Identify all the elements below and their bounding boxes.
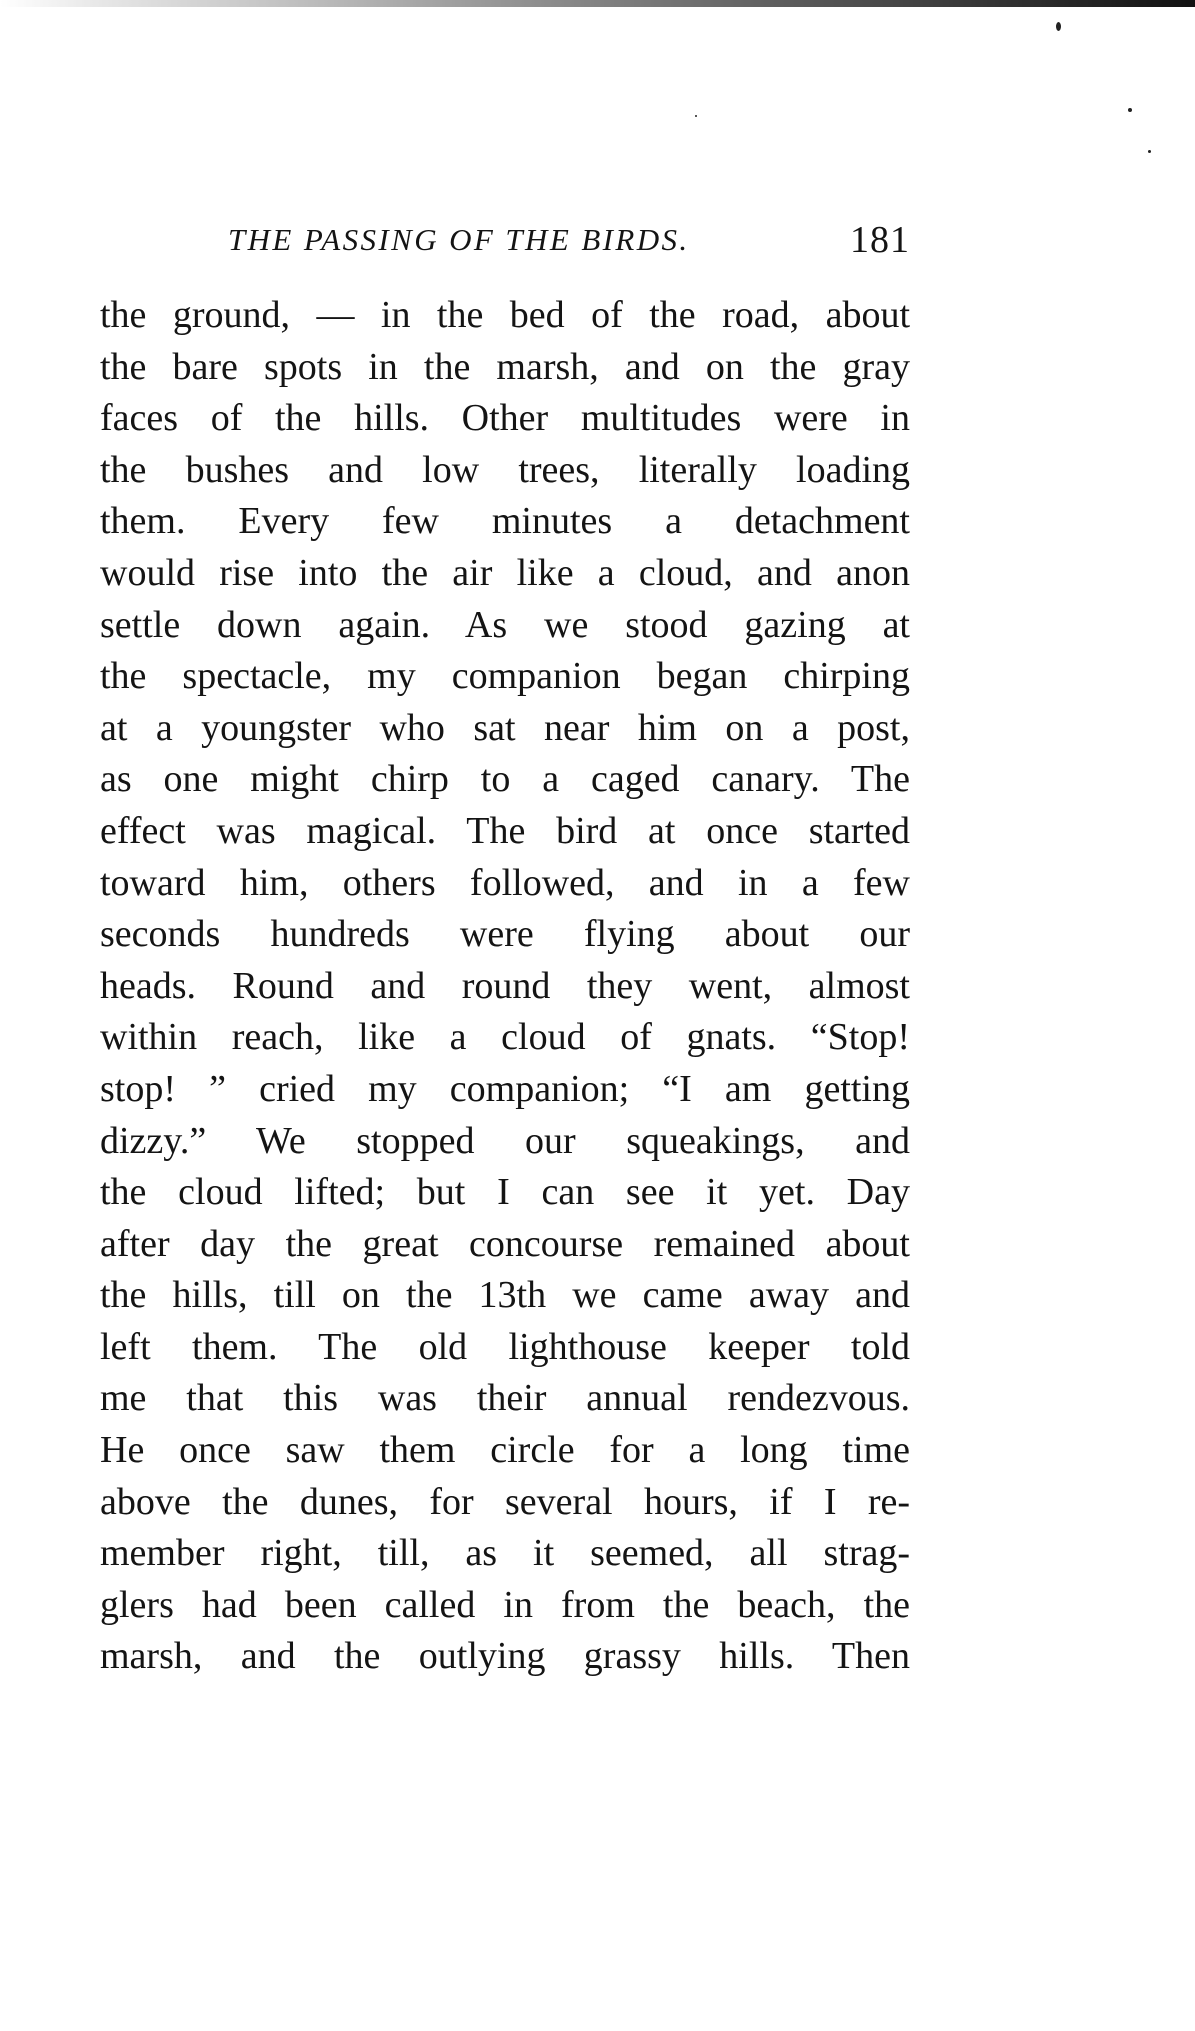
text-line: settle down again. As we stood gazing at (100, 603, 910, 646)
text-line: He once saw them circle for a long time (100, 1429, 910, 1472)
text-line: would rise into the air like a cloud, and anon (100, 551, 910, 594)
running-title: THE PASSING OF THE BIRDS. (228, 222, 690, 257)
scan-speck (695, 115, 697, 117)
text-line: toward him, others followed, and in a few (100, 861, 910, 904)
text-line: the spectacle, my companion began chirping (100, 655, 910, 698)
scan-top-edge (0, 0, 1195, 7)
scan-speck (1128, 108, 1132, 112)
text-line: them. Every few minutes a detachment (100, 500, 910, 543)
text-line: within reach, like a cloud of gnats. “Stop! (100, 1016, 910, 1059)
text-line: the bushes and low trees, literally loading (100, 448, 910, 491)
text-line: marsh, and the outlying grassy hills. Then (100, 1635, 910, 1678)
text-line: glers had been called in from the beach, the (100, 1583, 910, 1626)
text-line: at a youngster who sat near him on a post, (100, 706, 910, 749)
text-line: the ground, — in the bed of the road, about (100, 294, 910, 336)
text-line: left them. The old lighthouse keeper told (100, 1325, 910, 1368)
text-line: stop! ” cried my companion; “I am getting (100, 1067, 910, 1110)
text-line: the hills, till on the 13th we came away and (100, 1274, 910, 1317)
text-line: after day the great concourse remained about (100, 1222, 910, 1265)
page-number: 181 (850, 219, 910, 261)
text-line: seconds hundreds were flying about our (100, 913, 910, 956)
text-line: the bare spots in the marsh, and on the gray (100, 345, 910, 388)
text-line: heads. Round and round they went, almost (100, 964, 910, 1007)
body-text (100, 290, 910, 1683)
text-line: me that this was their annual rendezvous. (100, 1377, 910, 1420)
scan-speck (1056, 22, 1061, 31)
text-line: member right, till, as it seemed, all strag- (100, 1532, 910, 1575)
text-line: faces of the hills. Other multitudes were in (100, 397, 910, 440)
text-line: the cloud lifted; but I can see it yet. Day (100, 1171, 910, 1214)
running-head (100, 212, 910, 268)
text-line: as one might chirp to a caged canary. The (100, 758, 910, 801)
text-line: effect was magical. The bird at once started (100, 809, 910, 852)
text-line: above the dunes, for several hours, if I re- (100, 1480, 910, 1523)
scan-speck (1148, 150, 1151, 153)
text-line: dizzy.” We stopped our squeakings, and (100, 1119, 910, 1162)
